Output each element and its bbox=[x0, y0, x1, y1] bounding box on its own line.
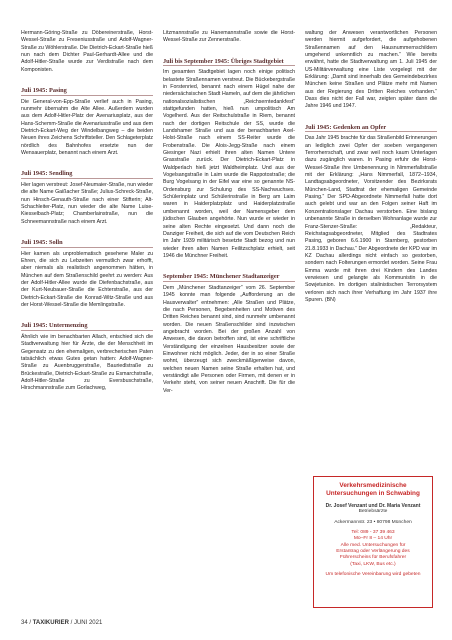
heading-rule bbox=[163, 65, 295, 66]
section-heading: Juli 1945: Pasing bbox=[21, 87, 67, 95]
article-section bbox=[21, 30, 153, 74]
text-column-3 bbox=[305, 30, 437, 304]
section-text: waltung der Anwesen verantwortlichen Personen werden hiermit aufgefordert, die aufgehobenen Straßennamen auf den Hausnummernschildern umgehend unkenntlich zu machen.“ Wie bereits erwähnt, hatte die Stadtverwaltung am 1. Juli 1945 der US-Militärverwaltung eine Liste vorgelegt mit der Erklärung: „Damit sind innerhalb des Gemeindebezirkes München keine Straßen und Plätze mehr mit Namen aus der Regierung des Dritten Reiches vorhanden.“ Dass dies nicht der Fall war, zeigten später dann die Jahre 1946 und 1947. bbox=[305, 30, 437, 110]
ad-exam-line-3: Führerscheins für Berufsfahrer bbox=[339, 555, 407, 561]
section-text: Dem „Münchener Stadtanzeiger“ vom 26. September 1945 konnte man folgende „Aufforderung an die Hausverwalter“ entnehmen: „Alle Straßen und Plätze, die nach Personen, Begebenheiten und Motiven des Dritten Reiches benannt sind, sind nunmehr umbenannt worden. Die neuen Straßenschilder sind inzwischen angebracht worden. Bei der großen Anzahl von Anwesen, die davon betroffen sind, ist eine schriftliche Verständigung der einzelnen Hausbesitzer sowie der Einwohner nicht möglich. Jeder, der in so einer Straße wohnt, überzeugt sich zweckmäßigerweise davon, welchen neuen Namen seine Straße erhalten hat, und verständigt alle Personen oder Firmen, mit denen er in Verkehr steht, von seiner neuen Anschrift. Die für die Ver- bbox=[163, 284, 295, 394]
heading-rule bbox=[21, 95, 153, 96]
heading-rule bbox=[305, 131, 437, 132]
article-section bbox=[163, 273, 295, 395]
section-text: Die General-von-Epp-Straße verlief auch in Pasing, nunmehr übernahm die Alte Allee. Außerdem wurden aus dem Adolf-Hitler-Platz der Avenariusplatz, aus der Hans-Schemm-Straße die Avenariusstraße und aus dem Dietrich-Eckart-Weg der Windelbangweg – die beiden Neuen ihres Zeichens Schriftsteller. Den Schlageterplatz nördlich des Bahnhofes ersetzte nun der Wensauerplatz, benannt nach einem Arzt. bbox=[21, 98, 153, 157]
ad-note: Um telefonische Vereinbarung wird gebeten bbox=[325, 571, 421, 577]
section-text: Hier kamen als unproblematisch gesehene Maler zu Ehren, die sich zu Lebzeiten vermutlich zwar erhofft, aber niemals als realistisch angenommen hätten, in München auf dem Straßenschild geehrt zu werden: Aus der Adolf-Hitler-Allee wurde die Diefenbachstraße, aus der Kurt-Neubauer-Straße die Echterstraße, aus der Dietrich-Eckart-Straße die Konrad-Witz-Straße und aus der Horst-Wessel-Straße die Memlingstraße. bbox=[21, 250, 153, 309]
ad-doctors: Dr. Josef Venzant und Dr. Maria Venzant bbox=[325, 503, 421, 510]
ad-exam-line-2: Erstantrag oder Verlängerung des bbox=[336, 548, 410, 554]
doctor-advertisement bbox=[313, 476, 433, 608]
ad-title: Verkehrsmedizinische Untersuchungen in Schwabing bbox=[326, 482, 420, 497]
ad-exam-line-1: Alle med. Untersuchungen für bbox=[340, 542, 406, 548]
ad-hours: Mo–Fr 8 – 14 Uhr bbox=[353, 536, 393, 542]
section-text: Ähnlich wie im benachbarten Allach, entschied sich die Stadtverwaltung hier für Ärzte, die der Menschheit im Gegensatz zu den ehemaligen, verbrecherischen Paten tatsächlich etwas Gutes getan hatten: Adolf-Wagner-Straße zu Auenbruggerstraße, Bauriedlstraße zu Brückestraße, Dietrich-Eckart-Straße zu Esmarchstraße, Adolf-Hitler-Straße zu Eversbuschstraße, Hirschmannstraße zum Gorlachweg, bbox=[21, 334, 153, 392]
article-section bbox=[163, 58, 295, 261]
page-number: 34 bbox=[21, 620, 28, 626]
section-text: Hier lagen verstreut: Josef-Neumaier-Straße, nun wieder die alte Name Gaißacher Straße; Julius-Schreck-Straße, nun Hinsch-Genauth-Straße nach einer Stifterin; Alt-Schachleiter-Platz, nun wieder die alte Name Luise-Kiesselbach-Platz; Chamberlainstraße, nun die Schneemannstraße nach einem Arzt. bbox=[21, 182, 153, 225]
ad-exam-line-4: (Taxi, LKW, Bus etc.) bbox=[350, 561, 396, 567]
article-section bbox=[305, 30, 437, 111]
section-heading: Juli 1945: Solln bbox=[21, 239, 63, 247]
article-section bbox=[163, 30, 295, 45]
article-section bbox=[21, 239, 153, 309]
section-text: Im gesamten Stadtgebiet lagen noch einige politisch belastete Straßennamen verstreut. Die Bückebergstraße in Forstenried, benannt nach einem Hügel nahe der niedersächsischen Stadt Hameln, auf dem die jährlichen nationalsozialistischen „Reichserntedankfest“ stattgefunden hatten, hieß nun umpolitisch Am Vogelherd. Aus der Reitschulstraße in Riem, benannt nach der dortigen Reitschule der SS, wurde die Landshamer Straße und aus der benachbarten Axel-Holst-Straße nach einem SS-Reiter wurde die Frobenstraße. Die Alois-Jegg-Straße nach einem Giesinger Nazi erhielt ihren alten Namen Untere Grasstraße zurück. Der Dietrich-Eckart-Platz in Waldperlach hieß jetzt Waldheimplatz. Und aus der Vogelsangstraße in Laim wurde die Rappotostraße; die Burg Vogelsang in der Eifel war eine so genannte NS-Ordensburg zur Schulung des SS-Nachwuchses. Schülerinplatz und Schülerinstraße in Berg am Laim waren in Haiderplatzplatz und Haiderplatzstraße umbenannt worden, weil der Namensgeber dem jüdischen Glauben angehörte. Nun wurde er wieder in seine alten Rechte eingesetzt. Und dann noch die Danziger Freiheit, die sich auf die vom Deutschen Reich im Jahr 1939 militärisch besetzte Stadt bezog und nun wieder ihren alten Namen Feilitzschplatz erhielt, seit 1946 die Münchner Freiheit. bbox=[163, 69, 295, 259]
section-heading: Juli bis September 1945: Übriges Stadtgebiet bbox=[163, 57, 284, 65]
footer-separator: / bbox=[29, 620, 33, 626]
magazine-name: TAXIKURIER bbox=[32, 620, 69, 626]
section-heading: Juli 1945: Untermenzing bbox=[21, 322, 88, 330]
section-heading: Juli 1945: Gedenken an Opfer bbox=[305, 123, 387, 131]
ad-address: Ackermannstr. 23 • 80798 München bbox=[334, 519, 412, 525]
ad-phone: Tel: 089 - 37 39 463 bbox=[351, 530, 395, 536]
section-heading: Juli 1945: Sendling bbox=[21, 170, 73, 178]
article-section bbox=[21, 87, 153, 157]
heading-rule bbox=[163, 281, 295, 282]
footer-separator: / bbox=[70, 620, 74, 626]
ad-role: Betriebsärzte bbox=[358, 509, 388, 515]
article-section bbox=[21, 322, 153, 392]
issue-date: JUNI 2021 bbox=[73, 620, 103, 626]
heading-rule bbox=[21, 330, 153, 331]
section-heading: September 1945: Münchener Stadtanzeiger bbox=[163, 273, 280, 281]
text-column-1 bbox=[21, 30, 153, 393]
page-footer bbox=[21, 620, 102, 626]
section-text: Das Jahr 1945 brachte für das Straßenbild Erinnerungen an lediglich zwei Opfer der soeben vergangenen Terrorherrschaft, und zwar weil noch kaum Unterlagen dazu zugänglich waren. In Pasing erfuhr die Horst-Wessel-Straße ihre Umbenennung in Nimmerfallstraße mit der Erklärung: „Hans Nimmerfall, 1872–1934, Landtagsabgeordneter, Vorsitzender des Bezirksrats München-Land, Stadtrat der ehemaligen Gemeinde Pasing.“ Der SPD-Abgeordnete Nimmerfall hatte dort auch gelebt und war an den Folgen seiner Haft im Konzentrationslager Dachau verstorben. Eine bislang unbenannte Straße in derselben Wohnanlage wurde zur Franz-Stenzer-Straße: „Redakteur, Reichstagsabgeordneter, Mitglied des Stadtrates Pasing, geboren 6.6.1900 in Starnberg, gestorben 21.8.1933 in Dachau.“ Der Abgeordnete der KPD war im KZ Dachau allerdings nicht einfach so gestorben, sondern nach Folterungen ermordet worden. Seine Frau Emma wurde mit ihren drei Kindern des Landes verwiesen und gelangte als Kommunistin in die Sowjetunion. Im dortigen stalinistischen Terrorsystem verloren sich nach ihrer Verhaftung im Jahr 1937 ihre Spuren. (BN) bbox=[305, 135, 437, 303]
heading-rule bbox=[21, 247, 153, 248]
heading-rule bbox=[21, 178, 153, 179]
text-column-2 bbox=[163, 30, 295, 395]
section-text: Hermann-Göring-Straße zu Döbereinerstraße, Horst-Wessel-Straße zu Freseniusstraße und Adolf-Wagner-Straße zu Wöhlerstraße. Die Dietrich-Eckart-Straße hieß nun nach dem Dichter Paul-Gerhardt-Allee und die Adolf-Hitler-Straße wurde zur Verdistraße nach dem Komponisten. bbox=[21, 30, 153, 73]
article-section bbox=[305, 124, 437, 305]
article-section bbox=[21, 170, 153, 226]
section-text: Litzmannstraße zu Hanemannstraße sowie die Horst-Wessel-Straße zur Zennerstraße. bbox=[163, 30, 295, 44]
